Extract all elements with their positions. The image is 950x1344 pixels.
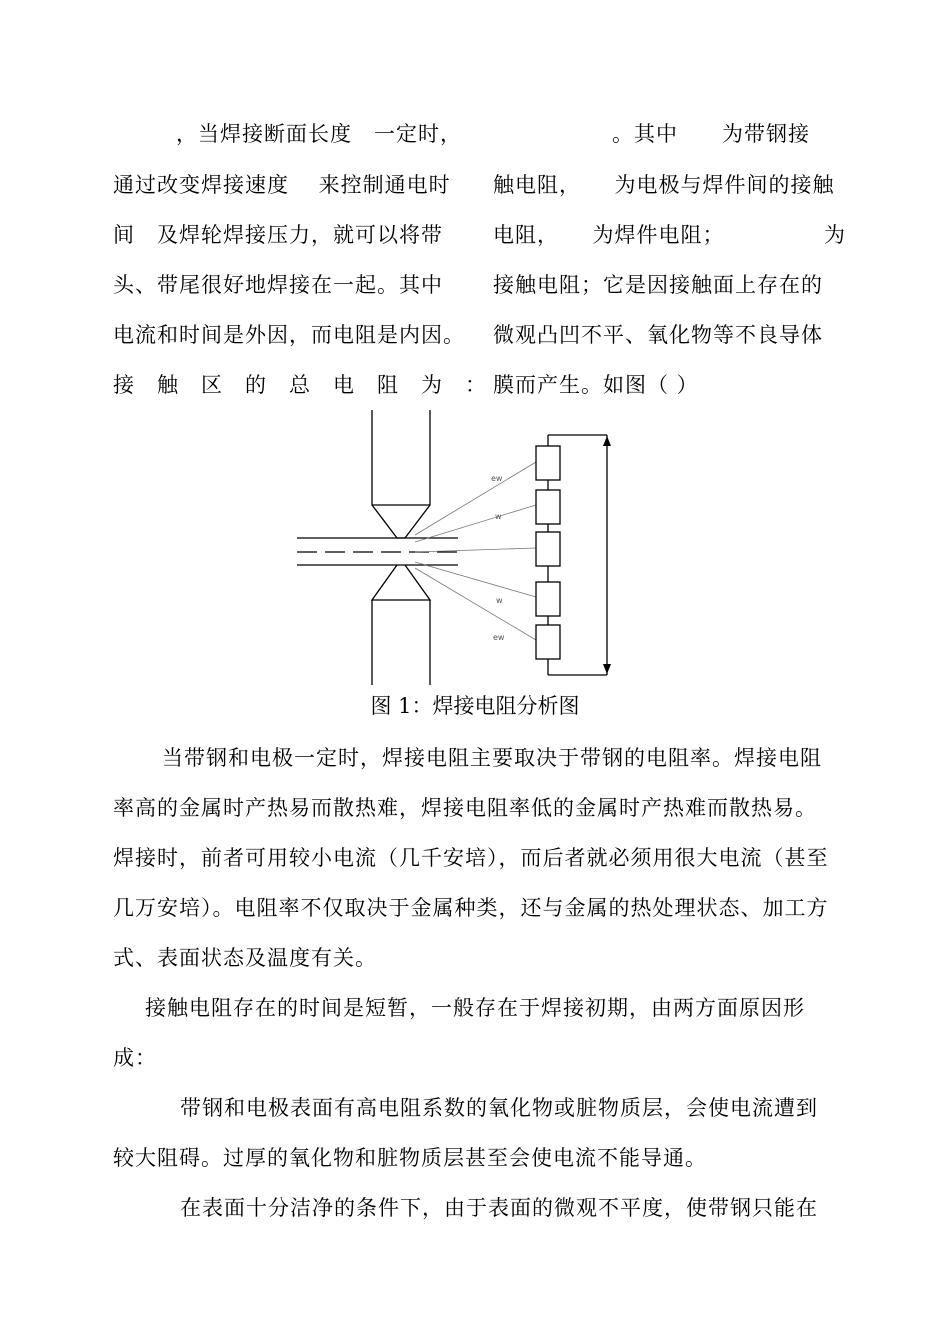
para1-line4: 几万安培）。电阻率不仅取决于金属种类，还与金属的热处理状态、加工方 [113, 896, 829, 920]
left-line-4: 头、带尾很好地焊接在一起。其中 [113, 273, 443, 297]
resistor-5 [536, 625, 560, 659]
resistor-3 [536, 532, 560, 566]
upper-electrode [372, 410, 430, 505]
para3-line2: 较大阻碍。过厚的氧化物和脏物质层甚至会使电流不能导通。 [113, 1146, 707, 1170]
label-w-top: w [495, 512, 502, 521]
para2-line1: 接触电阻存在的时间是短暂，一般存在于焊接初期，由两方面原因形 [145, 996, 805, 1020]
para3-line1: 带钢和电极表面有高电阻系数的氧化物或脏物质层，会使电流遭到 [180, 1096, 818, 1120]
right-line-5: 微观凸凹不平、氧化物等不良导体 [493, 323, 823, 347]
left-line-6: 接 触 区 的 总 电 阻 为 ： [113, 373, 487, 397]
right-line-3: 电阻， 为焊件电阻； 为 [493, 223, 846, 247]
lower-electrode-tip [372, 565, 430, 600]
lower-electrode [372, 600, 430, 685]
resistor-1 [536, 446, 560, 480]
resistor-4 [536, 582, 560, 616]
para1-line1: 当带钢和电极一定时，焊接电阻主要取决于带钢的电阻率。焊接电阻 [162, 746, 822, 770]
para1-line5: 式、表面状态及温度有关。 [113, 946, 377, 970]
upper-electrode-tip [372, 505, 430, 538]
left-line-1: ，当焊接断面长度 一定时， [176, 122, 462, 146]
resistor-2 [536, 490, 560, 524]
para4-line1: 在表面十分洁净的条件下，由于表面的微观不平度，使带钢只能在 [180, 1196, 818, 1220]
right-line-1: 。其中 为带钢接 [612, 122, 810, 146]
label-ew-top: ew [491, 474, 503, 483]
para2-line2: 成： [113, 1046, 157, 1070]
left-line-3: 间 及焊轮焊接压力，就可以将带 [113, 223, 443, 247]
right-line-2: 触电阻， 为电极与焊件间的接触 [493, 173, 835, 197]
figure-caption: 图 1：焊接电阻分析图 [370, 694, 580, 718]
para1-line2: 率高的金属时产热易而散热难，焊接电阻率低的金属时产热难而散热易。 [113, 796, 817, 820]
left-line-5: 电流和时间是外因，而电阻是内因。 [113, 323, 465, 347]
right-line-4: 接触电阻；它是因接触面上存在的 [493, 273, 823, 297]
right-line-6: 膜而产生。如图（ ） [493, 373, 699, 397]
para1-line3: 焊接时，前者可用较小电流（几千安培），而后者就必须用很大电流（甚至 [113, 846, 829, 870]
label-ew-bottom: ew [493, 633, 505, 642]
left-line-2: 通过改变焊接速度 来控制通电时 [113, 173, 451, 197]
label-w-bottom: w [496, 596, 503, 605]
